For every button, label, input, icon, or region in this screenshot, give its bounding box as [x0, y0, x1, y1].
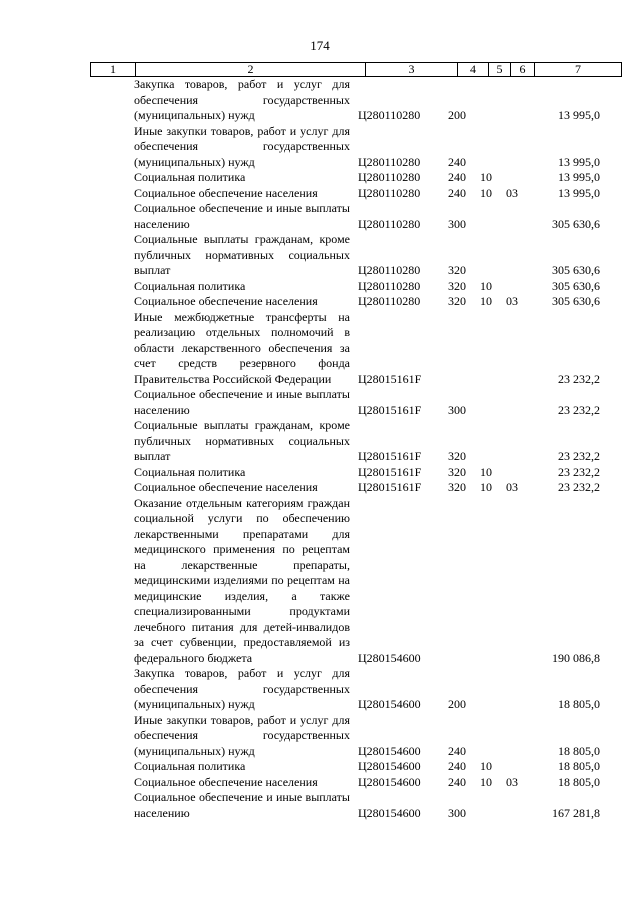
header-col-1: 1 — [110, 62, 116, 76]
row-name: Социальное обеспечение и иные выплаты населению — [134, 201, 350, 231]
row-subsection: 03 — [506, 185, 518, 200]
table-row — [0, 775, 640, 791]
table-row — [0, 77, 640, 124]
row-section: 10 — [480, 278, 492, 293]
row-name: Социальное обеспечение и иные выплаты населению — [134, 790, 350, 820]
row-sum: 13 995,0 — [558, 185, 600, 200]
table-row — [0, 790, 640, 821]
table-row — [0, 465, 640, 481]
row-code: Ц280110280 — [358, 170, 421, 184]
row-sum: 13 995,0 — [558, 170, 600, 184]
row-sum: 13 995,0 — [558, 154, 600, 169]
header-col-2: 2 — [247, 62, 254, 76]
table-row — [0, 186, 640, 202]
table-header — [90, 62, 622, 77]
row-section: 10 — [480, 464, 492, 479]
row-name: Закупка товаров, работ и услуг для обеспечения государственных (муниципальных) нужд — [134, 666, 350, 711]
row-section: 10 — [480, 170, 492, 184]
row-subsection: 03 — [506, 294, 518, 308]
row-name: Социальное обеспечение населения — [134, 294, 318, 308]
row-expense-type: 300 — [448, 402, 466, 417]
row-subsection: 03 — [506, 774, 518, 789]
row-sum: 305 630,6 — [552, 294, 600, 308]
table-row — [0, 480, 640, 496]
table-row — [0, 232, 640, 279]
row-name: Социальные выплаты гражданам, кроме публичных нормативных социальных выплат — [134, 232, 350, 277]
table-row — [0, 759, 640, 775]
table-row — [0, 170, 640, 186]
row-name: Социальная политика — [134, 278, 246, 293]
table-row — [0, 387, 640, 418]
table-row — [0, 666, 640, 713]
table-row — [0, 124, 640, 171]
header-col-7: 7 — [575, 62, 581, 76]
header-col-4: 4 — [470, 62, 476, 76]
row-sum: 18 805,0 — [558, 697, 600, 711]
header-col-5: 5 — [496, 62, 503, 76]
row-sum: 23 232,2 — [558, 480, 600, 494]
row-code: Ц28015161F — [358, 402, 422, 417]
row-code: Ц280154600 — [358, 743, 421, 758]
row-code: Ц280154600 — [358, 650, 421, 665]
row-sum: 305 630,6 — [552, 263, 600, 277]
row-sum: 13 995,0 — [558, 108, 600, 122]
row-sum: 23 232,2 — [558, 402, 600, 417]
table-row — [0, 294, 640, 310]
row-sum: 23 232,2 — [558, 464, 600, 479]
row-section: 10 — [480, 774, 492, 789]
row-expense-type: 320 — [448, 464, 466, 479]
row-sum: 305 630,6 — [552, 278, 600, 293]
row-name: Оказание отдельным категориям граждан социальной услуги по обеспечению лекарственными препаратами для медицинского применения по рецептам на лекарственные препараты, медицинскими изделиями по рецептам на медицинские изделия, а также специализированными продуктами лечебного питания для детей-инвалидов за счет субвенции, предоставляемой из федерального бюджета — [134, 495, 350, 665]
row-code: Ц280110280 — [358, 108, 421, 122]
row-name: Иные закупки товаров, работ и услуг для обеспечения государственных (муниципальных) нужд — [134, 123, 350, 169]
table-row — [0, 279, 640, 295]
row-code: Ц28015161F — [358, 480, 422, 494]
row-expense-type: 320 — [448, 263, 466, 277]
row-subsection: 03 — [506, 480, 518, 494]
row-sum: 23 232,2 — [558, 371, 600, 386]
row-sum: 18 805,0 — [558, 774, 600, 789]
row-expense-type: 320 — [448, 449, 466, 463]
row-name: Иные закупки товаров, работ и услуг для обеспечения государственных (муниципальных) нужд — [134, 712, 350, 758]
row-name: Социальное обеспечение населения — [134, 480, 318, 494]
row-sum: 18 805,0 — [558, 743, 600, 758]
row-expense-type: 320 — [448, 278, 466, 293]
row-sum: 305 630,6 — [552, 216, 600, 231]
row-code: Ц280110280 — [358, 263, 421, 277]
row-expense-type: 200 — [448, 108, 466, 122]
row-code: Ц280110280 — [358, 216, 421, 231]
row-sum: 18 805,0 — [558, 759, 600, 773]
row-code: Ц28015161F — [358, 371, 422, 386]
row-code: Ц280154600 — [358, 759, 421, 773]
row-sum: 23 232,2 — [558, 449, 600, 463]
row-expense-type: 240 — [448, 743, 466, 758]
row-expense-type: 240 — [448, 154, 466, 169]
table-row — [0, 201, 640, 232]
table-row — [0, 713, 640, 760]
row-code: Ц280154600 — [358, 697, 421, 711]
row-name: Социальная политика — [134, 464, 246, 479]
row-code: Ц280154600 — [358, 774, 421, 789]
row-name: Социальное обеспечение населения — [134, 185, 318, 200]
table-body — [0, 77, 640, 821]
row-name: Социальная политика — [134, 759, 246, 773]
page-number: 174 — [310, 38, 330, 53]
row-expense-type: 240 — [448, 170, 466, 184]
table-row — [0, 418, 640, 465]
row-code: Ц28015161F — [358, 449, 422, 463]
row-code: Ц280154600 — [358, 805, 421, 820]
row-sum: 190 086,8 — [552, 650, 600, 665]
row-code: Ц280110280 — [358, 154, 421, 169]
row-name: Иные межбюджетные трансферты на реализацию отдельных полномочий в области лекарственного обеспечения за счет средств резервного фонда Правительства Российской Федерации — [134, 309, 350, 386]
table-row — [0, 310, 640, 388]
row-sum: 167 281,8 — [552, 805, 600, 820]
row-section: 10 — [480, 480, 492, 494]
row-expense-type: 300 — [448, 216, 466, 231]
row-expense-type: 320 — [448, 294, 466, 308]
row-section: 10 — [480, 185, 492, 200]
row-name: Социальные выплаты гражданам, кроме публичных нормативных социальных выплат — [134, 418, 350, 463]
row-name: Социальное обеспечение и иные выплаты населению — [134, 387, 350, 417]
row-section: 10 — [480, 294, 492, 308]
row-code: Ц28015161F — [358, 464, 422, 479]
row-section: 10 — [480, 759, 492, 773]
row-name: Социальная политика — [134, 170, 246, 184]
row-code: Ц280110280 — [358, 185, 421, 200]
row-name: Социальное обеспечение населения — [134, 774, 318, 789]
header-col-6: 6 — [519, 62, 526, 76]
row-expense-type: 320 — [448, 480, 466, 494]
row-name: Закупка товаров, работ и услуг для обеспечения государственных (муниципальных) нужд — [134, 77, 350, 122]
row-expense-type: 200 — [448, 697, 466, 711]
row-code: Ц280110280 — [358, 278, 421, 293]
row-code: Ц280110280 — [358, 294, 421, 308]
row-expense-type: 240 — [448, 185, 466, 200]
table-row — [0, 496, 640, 667]
row-expense-type: 240 — [448, 759, 466, 773]
header-col-3: 3 — [408, 62, 415, 76]
row-expense-type: 240 — [448, 774, 466, 789]
row-expense-type: 300 — [448, 805, 466, 820]
